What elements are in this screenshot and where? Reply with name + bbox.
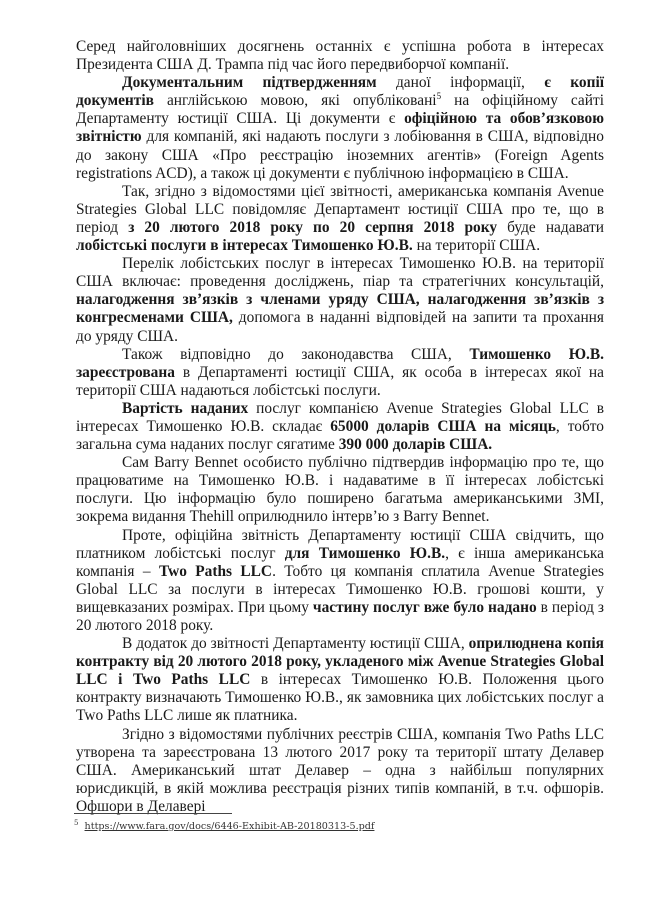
text-run: в період з 20 лютого 2018 року. [76,598,604,634]
paragraph [76,635,604,725]
text-run: для компаній, які надають послуги з лобіювання в США, відповідно до закону США «Про реєстрацію іноземних агентів» (Foreign Agents registrations ACD), а також ці документи є публічною інформацією в США. [76,128,604,182]
bold-text: з 20 лютого 2018 року по 20 серпня 2018 року [128,218,498,236]
text-run: Сам Barry Bennet особисто публічно підтвердив інформацію про те, що працюватиме на Тимошенко Ю.В. і надаватиме в її інтересах лобістські послуги. Цю інформацію було поширено багатьма американськими ЗМІ, зокрема видання Thehill оприлюднило інтерв’ю з Barry Bennet. [76,454,604,526]
document-body [76,38,604,816]
bold-text: частину послуг вже було надано [312,598,537,616]
bold-text: Two Paths LLC [158,562,273,580]
text-run: в інтересах Тимошенко Ю.В. Положення цього контракту визначають Тимошенко Ю.В., як замовника цих лобістських послуг а Two Paths LLC лише як платника. [76,671,604,725]
text-run: Серед найголовніших досягнень останніх є успішна робота в інтересах Президента США Д. Трампа під час його передвиборчої компанії. [76,38,604,74]
text-run: , тобто загальна сума наданих послуг сягатиме [76,417,604,454]
paragraph [76,726,604,816]
bold-text: налагодження зв’язків з членами уряду США, налагодження зв’язків з конгресменами США, [76,291,604,327]
text-run: допомога в наданні відповідей на запити та прохання до уряду США. [76,309,605,345]
text-run: Згідно з відомостями публічних реєстрів США, компанія Two Paths LLC утворена та зареєстрована 13 лютого 2017 року та території штату Делавер США. Американський штат Делавер – одна з найбільш популярних юрисдикцій, в якій можлива реєстрація різних типів компаній, в т.ч. офшорів. Офшори в Делавері [76,725,604,815]
paragraph [76,400,604,454]
bold-text: оприлюднена копія контракту від 20 лютого 2018 року, укладеного між Avenue Strategies Global LLC і Two Paths LLC [76,635,604,689]
text-run: на території США. [412,237,541,255]
text-run: В додаток до звітності Департаменту юстиції США, [122,635,469,653]
paragraph [76,183,604,255]
bold-text: 65000 доларів США на місяць [330,417,556,435]
text-run: в Департаменті юстиції США, як особа в інтересах якої на території США надаються лобістські послуги. [76,363,604,399]
bold-text: Документальним підтвердженням [122,74,377,92]
paragraph [76,454,604,526]
footnote-number: 5 [74,819,79,827]
bold-text: Тимошенко Ю.В. зареєстрована [76,345,604,381]
footnote [74,819,374,832]
bold-text: Вартість наданих [122,399,249,417]
footnote-divider [74,813,232,814]
text-run: , є інша американська компанія – [76,544,604,580]
footnote-reference: 5 [436,91,442,102]
text-run: послуг компанією Avenue Strategies Global LLC в інтересах Тимошенко Ю.В. складає [76,399,604,435]
text-run: англійською мовою, які опубліковані [153,92,437,110]
bold-text: лобістські послуги в інтересах Тимошенко Ю.В. [76,237,413,255]
footnote-link[interactable]: https://www.fara.gov/docs/6446-Exhibit-AB-20180313-5.pdf [84,821,375,833]
text-run: . Тобто ця компанія сплатила Avenue Strategies Global LLC за послуги в інтересах Тимошенко Ю.В. грошові кошти, у вищевказаних розмірах. При цьому [76,562,605,616]
text-run: буде надавати [497,218,605,236]
text-run: на офіційному сайті Департаменту юстиції США. Ці документи є [76,92,604,128]
paragraph [76,255,604,345]
bold-text: є копії документів [76,74,604,110]
text-run: Так, згідно з відомостями цієї звітності, американська компанія Avenue Strategies Global LLC повідомляє Департамент юстиції США про те, що в період [76,182,604,236]
paragraph [76,346,604,400]
text-run: Перелік лобістських послуг в інтересах Тимошенко Ю.В. на території США включає: проведення досліджень, піар та стратегічних консультацій, [76,255,604,291]
paragraph [76,74,604,183]
text-run: Також відповідно до законодавства США, [122,345,470,363]
text-run: Проте, офіційна звітність Департаменту юстиції США свідчить, що платником лобістські послуг [76,526,604,562]
bold-text: 390 000 доларів США. [338,436,493,454]
paragraph [76,527,604,636]
paragraph [76,38,604,74]
bold-text: офіційною та обов’язковою звітністю [76,110,604,146]
text-run: даної інформації, [376,74,545,92]
bold-text: для Тимошенко Ю.В. [284,544,446,562]
